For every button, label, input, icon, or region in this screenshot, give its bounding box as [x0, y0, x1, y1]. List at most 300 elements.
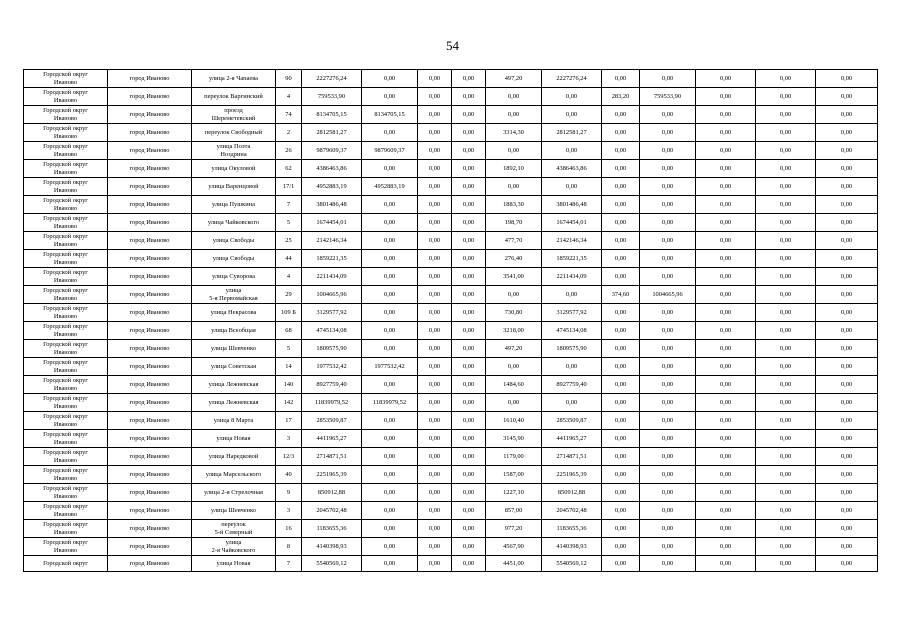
cell-cost-col-7: 0,00 [756, 178, 816, 196]
cell-cost-col-7: 0,00 [756, 448, 816, 466]
cell-cost-col-4: 2045702,48 [542, 502, 602, 520]
cell-settlement: город Иваново [108, 430, 192, 448]
cell-settlement: город Иваново [108, 448, 192, 466]
cell-total-cost: 8134705,15 [302, 106, 362, 124]
cell-cost-col-8: 0,00 [816, 196, 878, 214]
cell-cost-col-4: 8927759,40 [542, 376, 602, 394]
cell-cost-col-4: 0,00 [542, 358, 602, 376]
cell-settlement: город Иваново [108, 538, 192, 556]
cell-cost-col-4: 3129577,92 [542, 304, 602, 322]
cell-area-2: 0,00 [602, 250, 640, 268]
cell-cost-col-7: 0,00 [756, 160, 816, 178]
cell-house-number: 2 [276, 124, 302, 142]
cell-cost-col-7: 0,00 [756, 214, 816, 232]
cell-house-number: 44 [276, 250, 302, 268]
cell-house-number: 25 [276, 232, 302, 250]
cell-settlement: город Иваново [108, 88, 192, 106]
cell-area: 3314,30 [486, 124, 542, 142]
cell-cost-col-4: 0,00 [542, 106, 602, 124]
cell-cost-col-3: 0,00 [452, 412, 486, 430]
cell-area-2: 0,00 [602, 214, 640, 232]
cell-municipality: Городской округ Иваново [24, 106, 108, 124]
cell-cost-col-3: 0,00 [452, 448, 486, 466]
cell-area: 0,00 [486, 394, 542, 412]
cell-municipality: Городской округ Иваново [24, 70, 108, 88]
cell-area: 4451,00 [486, 556, 542, 572]
cell-cost-col-7: 0,00 [756, 88, 816, 106]
cell-street: переулок Варгинский [192, 88, 276, 106]
cell-cost-col-3: 0,00 [452, 196, 486, 214]
cell-cost-col-8: 0,00 [816, 502, 878, 520]
cell-settlement: город Иваново [108, 214, 192, 232]
cell-cost-col-4: 4745134,08 [542, 322, 602, 340]
cell-cost-col-3: 0,00 [452, 466, 486, 484]
table-row [24, 124, 878, 142]
cell-street: улица Окуловой [192, 160, 276, 178]
cell-settlement: город Иваново [108, 502, 192, 520]
table-row [24, 106, 878, 124]
cell-cost-col-8: 0,00 [816, 106, 878, 124]
cell-cost-col-1: 11839979,52 [362, 394, 418, 412]
cell-total-cost: 850912,88 [302, 484, 362, 502]
cell-area: 1892,10 [486, 160, 542, 178]
cell-cost-col-7: 0,00 [756, 124, 816, 142]
cell-cost-col-3: 0,00 [452, 142, 486, 160]
cell-settlement: город Иваново [108, 412, 192, 430]
cell-cost-col-6: 0,00 [696, 538, 756, 556]
cell-cost-col-7: 0,00 [756, 70, 816, 88]
cell-cost-col-6: 0,00 [696, 466, 756, 484]
cell-area-2: 0,00 [602, 340, 640, 358]
cell-cost-col-8: 0,00 [816, 286, 878, 304]
cell-area: 477,70 [486, 232, 542, 250]
cell-municipality: Городской округ Иваново [24, 394, 108, 412]
cell-cost-col-7: 0,00 [756, 268, 816, 286]
cell-house-number: 3 [276, 430, 302, 448]
cell-area: 0,00 [486, 286, 542, 304]
cell-street: улица Варенцовой [192, 178, 276, 196]
cell-street: улица Чайковского [192, 214, 276, 232]
cell-area: 0,00 [486, 358, 542, 376]
cell-settlement: город Иваново [108, 70, 192, 88]
cell-cost-col-5: 0,00 [640, 502, 696, 520]
cell-street: улица Свободы [192, 232, 276, 250]
cell-cost-col-8: 0,00 [816, 124, 878, 142]
cell-cost-col-5: 0,00 [640, 430, 696, 448]
cell-cost-col-2: 0,00 [418, 520, 452, 538]
cell-total-cost: 2251965,39 [302, 466, 362, 484]
cell-settlement: город Иваново [108, 106, 192, 124]
cell-municipality: Городской округ Иваново [24, 304, 108, 322]
cell-area-2: 0,00 [602, 124, 640, 142]
cell-total-cost: 2812581,27 [302, 124, 362, 142]
cell-cost-col-7: 0,00 [756, 106, 816, 124]
cell-cost-col-3: 0,00 [452, 268, 486, 286]
table-row [24, 358, 878, 376]
cell-municipality: Городской округ Иваново [24, 430, 108, 448]
cell-area: 1179,00 [486, 448, 542, 466]
cell-area: 497,20 [486, 340, 542, 358]
cell-house-number: 90 [276, 70, 302, 88]
cell-street: улица Суворова [192, 268, 276, 286]
table-row [24, 196, 878, 214]
cell-cost-col-5: 0,00 [640, 358, 696, 376]
cell-cost-col-7: 0,00 [756, 358, 816, 376]
cell-total-cost: 2853509,87 [302, 412, 362, 430]
cell-street: улица Свободы [192, 250, 276, 268]
table-row [24, 484, 878, 502]
cell-cost-col-5: 0,00 [640, 214, 696, 232]
cell-cost-col-2: 0,00 [418, 430, 452, 448]
cell-cost-col-4: 0,00 [542, 286, 602, 304]
cell-cost-col-6: 0,00 [696, 340, 756, 358]
table-row [24, 232, 878, 250]
cell-cost-col-8: 0,00 [816, 412, 878, 430]
cell-street: улица Пушкина [192, 196, 276, 214]
cell-total-cost: 5540569,12 [302, 556, 362, 572]
cell-cost-col-2: 0,00 [418, 322, 452, 340]
cell-house-number: 16 [276, 520, 302, 538]
cell-cost-col-1: 0,00 [362, 124, 418, 142]
cell-house-number: 3 [276, 502, 302, 520]
table-row [24, 268, 878, 286]
cell-area: 3145,90 [486, 430, 542, 448]
cell-house-number: 29 [276, 286, 302, 304]
cell-area-2: 0,00 [602, 106, 640, 124]
cell-cost-col-7: 0,00 [756, 466, 816, 484]
cell-house-number: 5 [276, 214, 302, 232]
cell-total-cost: 4411965,27 [302, 430, 362, 448]
cell-cost-col-1: 0,00 [362, 502, 418, 520]
cell-area-2: 0,00 [602, 412, 640, 430]
cell-cost-col-4: 0,00 [542, 142, 602, 160]
cell-total-cost: 9879609,37 [302, 142, 362, 160]
cell-municipality: Городской округ Иваново [24, 178, 108, 196]
cell-area-2: 0,00 [602, 358, 640, 376]
cell-total-cost: 1859221,35 [302, 250, 362, 268]
table-row [24, 322, 878, 340]
cell-settlement: город Иваново [108, 142, 192, 160]
cell-cost-col-2: 0,00 [418, 214, 452, 232]
cell-cost-col-1: 0,00 [362, 88, 418, 106]
cell-street: проезд Шереметевский [192, 106, 276, 124]
cell-cost-col-3: 0,00 [452, 250, 486, 268]
cell-municipality: Городской округ Иваново [24, 502, 108, 520]
cell-cost-col-1: 1977532,42 [362, 358, 418, 376]
cell-cost-col-1: 0,00 [362, 286, 418, 304]
table-row [24, 538, 878, 556]
cell-cost-col-8: 0,00 [816, 268, 878, 286]
cell-house-number: 12/3 [276, 448, 302, 466]
cell-cost-col-5: 0,00 [640, 250, 696, 268]
cell-cost-col-8: 0,00 [816, 448, 878, 466]
cell-cost-col-5: 0,00 [640, 196, 696, 214]
cell-settlement: город Иваново [108, 484, 192, 502]
cell-cost-col-3: 0,00 [452, 88, 486, 106]
cell-cost-col-1: 0,00 [362, 250, 418, 268]
cell-municipality: Городской округ Иваново [24, 250, 108, 268]
cell-cost-col-7: 0,00 [756, 556, 816, 572]
cell-cost-col-4: 2853509,87 [542, 412, 602, 430]
cell-cost-col-8: 0,00 [816, 556, 878, 572]
cell-cost-col-7: 0,00 [756, 394, 816, 412]
cell-cost-col-8: 0,00 [816, 520, 878, 538]
cell-cost-col-2: 0,00 [418, 142, 452, 160]
cell-cost-col-4: 1809575,90 [542, 340, 602, 358]
cell-cost-col-5: 0,00 [640, 232, 696, 250]
cell-cost-col-2: 0,00 [418, 484, 452, 502]
cell-cost-col-6: 0,00 [696, 160, 756, 178]
cell-street: улица Наредковой [192, 448, 276, 466]
cell-cost-col-3: 0,00 [452, 322, 486, 340]
cell-area-2: 0,00 [602, 556, 640, 572]
cell-cost-col-3: 0,00 [452, 484, 486, 502]
cell-cost-col-8: 0,00 [816, 484, 878, 502]
cell-cost-col-7: 0,00 [756, 484, 816, 502]
cell-area-2: 0,00 [602, 538, 640, 556]
table-row [24, 556, 878, 572]
cell-area-2: 0,00 [602, 196, 640, 214]
cell-cost-col-6: 0,00 [696, 556, 756, 572]
cell-municipality: Городской округ Иваново [24, 124, 108, 142]
cell-cost-col-3: 0,00 [452, 214, 486, 232]
cell-street: улица 5-я Первомайская [192, 286, 276, 304]
cell-cost-col-8: 0,00 [816, 304, 878, 322]
cell-cost-col-4: 2227276,24 [542, 70, 602, 88]
data-table [23, 69, 878, 572]
cell-cost-col-3: 0,00 [452, 160, 486, 178]
table-row [24, 394, 878, 412]
cell-house-number: 68 [276, 322, 302, 340]
cell-cost-col-3: 0,00 [452, 394, 486, 412]
cell-municipality: Городской округ Иваново [24, 268, 108, 286]
cell-cost-col-5: 0,00 [640, 106, 696, 124]
cell-area: 198,70 [486, 214, 542, 232]
cell-cost-col-5: 0,00 [640, 448, 696, 466]
cell-municipality: Городской округ [24, 556, 108, 572]
table-row [24, 214, 878, 232]
cell-area: 276,40 [486, 250, 542, 268]
cell-cost-col-2: 0,00 [418, 232, 452, 250]
cell-area-2: 0,00 [602, 160, 640, 178]
cell-cost-col-6: 0,00 [696, 268, 756, 286]
cell-cost-col-6: 0,00 [696, 376, 756, 394]
cell-area: 977,20 [486, 520, 542, 538]
cell-house-number: 7 [276, 556, 302, 572]
cell-cost-col-7: 0,00 [756, 142, 816, 160]
cell-cost-col-3: 0,00 [452, 124, 486, 142]
cell-cost-col-1: 0,00 [362, 466, 418, 484]
cell-cost-col-1: 0,00 [362, 430, 418, 448]
cell-cost-col-3: 0,00 [452, 106, 486, 124]
cell-settlement: город Иваново [108, 358, 192, 376]
cell-cost-col-4: 5540569,12 [542, 556, 602, 572]
cell-cost-col-6: 0,00 [696, 250, 756, 268]
cell-cost-col-3: 0,00 [452, 232, 486, 250]
cell-area: 1610,40 [486, 412, 542, 430]
cell-area: 1883,30 [486, 196, 542, 214]
cell-cost-col-3: 0,00 [452, 520, 486, 538]
cell-cost-col-8: 0,00 [816, 178, 878, 196]
cell-municipality: Городской округ Иваново [24, 88, 108, 106]
cell-settlement: город Иваново [108, 124, 192, 142]
cell-street: улица Всеобщая [192, 322, 276, 340]
cell-total-cost: 8927759,40 [302, 376, 362, 394]
cell-cost-col-1: 0,00 [362, 232, 418, 250]
cell-cost-col-2: 0,00 [418, 340, 452, 358]
cell-house-number: 17/1 [276, 178, 302, 196]
cell-area: 1227,10 [486, 484, 542, 502]
table-row [24, 70, 878, 88]
cell-cost-col-2: 0,00 [418, 304, 452, 322]
cell-cost-col-4: 850912,88 [542, 484, 602, 502]
table-row [24, 160, 878, 178]
cell-total-cost: 2714871,51 [302, 448, 362, 466]
cell-area: 857,00 [486, 502, 542, 520]
cell-total-cost: 4140398,93 [302, 538, 362, 556]
cell-street: улица Новая [192, 430, 276, 448]
cell-total-cost: 2227276,24 [302, 70, 362, 88]
cell-cost-col-2: 0,00 [418, 394, 452, 412]
cell-total-cost: 3801486,48 [302, 196, 362, 214]
cell-cost-col-6: 0,00 [696, 88, 756, 106]
cell-area-2: 283,20 [602, 88, 640, 106]
cell-cost-col-2: 0,00 [418, 70, 452, 88]
cell-municipality: Городской округ Иваново [24, 376, 108, 394]
cell-cost-col-7: 0,00 [756, 502, 816, 520]
cell-area-2: 0,00 [602, 466, 640, 484]
cell-area: 0,00 [486, 106, 542, 124]
cell-municipality: Городской округ Иваново [24, 466, 108, 484]
cell-cost-col-8: 0,00 [816, 250, 878, 268]
cell-house-number: 8 [276, 538, 302, 556]
table-row [24, 142, 878, 160]
table-row [24, 466, 878, 484]
cell-cost-col-3: 0,00 [452, 286, 486, 304]
cell-cost-col-1: 0,00 [362, 160, 418, 178]
cell-cost-col-7: 0,00 [756, 412, 816, 430]
cell-area: 1587,00 [486, 466, 542, 484]
cell-cost-col-4: 2142146,34 [542, 232, 602, 250]
cell-cost-col-8: 0,00 [816, 340, 878, 358]
cell-cost-col-1: 4952883,19 [362, 178, 418, 196]
cell-cost-col-3: 0,00 [452, 538, 486, 556]
cell-cost-col-3: 0,00 [452, 430, 486, 448]
cell-cost-col-2: 0,00 [418, 196, 452, 214]
cell-cost-col-5: 0,00 [640, 394, 696, 412]
cell-cost-col-8: 0,00 [816, 322, 878, 340]
cell-cost-col-1: 0,00 [362, 304, 418, 322]
cell-cost-col-3: 0,00 [452, 502, 486, 520]
cell-cost-col-2: 0,00 [418, 412, 452, 430]
cell-cost-col-6: 0,00 [696, 502, 756, 520]
cell-house-number: 40 [276, 466, 302, 484]
cell-cost-col-5: 0,00 [640, 484, 696, 502]
cell-total-cost: 2045702,48 [302, 502, 362, 520]
cell-area-2: 0,00 [602, 268, 640, 286]
table-row [24, 502, 878, 520]
cell-street: улица Новая [192, 556, 276, 572]
table-row [24, 340, 878, 358]
cell-street: улица Некрасова [192, 304, 276, 322]
cell-cost-col-6: 0,00 [696, 232, 756, 250]
cell-municipality: Городской округ Иваново [24, 142, 108, 160]
cell-cost-col-4: 2812581,27 [542, 124, 602, 142]
cell-area: 0,00 [486, 88, 542, 106]
cell-total-cost: 2142146,34 [302, 232, 362, 250]
cell-house-number: 4 [276, 268, 302, 286]
cell-cost-col-8: 0,00 [816, 466, 878, 484]
cell-cost-col-8: 0,00 [816, 358, 878, 376]
cell-cost-col-1: 0,00 [362, 70, 418, 88]
cell-municipality: Городской округ Иваново [24, 196, 108, 214]
cell-total-cost: 2211434,09 [302, 268, 362, 286]
cell-cost-col-7: 0,00 [756, 322, 816, 340]
cell-cost-col-6: 0,00 [696, 304, 756, 322]
cell-area-2: 0,00 [602, 520, 640, 538]
cell-cost-col-6: 0,00 [696, 124, 756, 142]
cell-cost-col-2: 0,00 [418, 160, 452, 178]
cell-area: 0,00 [486, 142, 542, 160]
cell-area-2: 0,00 [602, 322, 640, 340]
cell-cost-col-6: 0,00 [696, 448, 756, 466]
cell-cost-col-6: 0,00 [696, 178, 756, 196]
cell-cost-col-2: 0,00 [418, 250, 452, 268]
cell-street: улица 8 Марта [192, 412, 276, 430]
table-row [24, 448, 878, 466]
cell-area-2: 0,00 [602, 232, 640, 250]
cell-cost-col-7: 0,00 [756, 340, 816, 358]
cell-settlement: город Иваново [108, 556, 192, 572]
cell-cost-col-4: 1183655,36 [542, 520, 602, 538]
cell-municipality: Городской округ Иваново [24, 232, 108, 250]
cell-total-cost: 4745134,08 [302, 322, 362, 340]
cell-cost-col-5: 0,00 [640, 376, 696, 394]
cell-area: 730,80 [486, 304, 542, 322]
cell-cost-col-4: 4386463,86 [542, 160, 602, 178]
cell-cost-col-7: 0,00 [756, 376, 816, 394]
cell-area: 497,20 [486, 70, 542, 88]
cell-cost-col-7: 0,00 [756, 520, 816, 538]
cell-area-2: 0,00 [602, 430, 640, 448]
cell-cost-col-5: 0,00 [640, 556, 696, 572]
cell-cost-col-1: 0,00 [362, 412, 418, 430]
cell-cost-col-2: 0,00 [418, 286, 452, 304]
cell-cost-col-5: 759533,90 [640, 88, 696, 106]
table-row [24, 376, 878, 394]
cell-cost-col-7: 0,00 [756, 538, 816, 556]
cell-cost-col-8: 0,00 [816, 214, 878, 232]
cell-street: улица Лежневская [192, 376, 276, 394]
cell-total-cost: 1674454,01 [302, 214, 362, 232]
cell-settlement: город Иваново [108, 196, 192, 214]
cell-area-2: 374,60 [602, 286, 640, 304]
cell-cost-col-1: 0,00 [362, 484, 418, 502]
cell-cost-col-6: 0,00 [696, 322, 756, 340]
cell-street: улица Лежневская [192, 394, 276, 412]
cell-municipality: Городской округ Иваново [24, 448, 108, 466]
cell-municipality: Городской округ Иваново [24, 286, 108, 304]
cell-area: 4567,90 [486, 538, 542, 556]
cell-cost-col-1: 0,00 [362, 268, 418, 286]
cell-total-cost: 3129577,92 [302, 304, 362, 322]
cell-cost-col-3: 0,00 [452, 556, 486, 572]
cell-cost-col-8: 0,00 [816, 394, 878, 412]
cell-cost-col-1: 0,00 [362, 520, 418, 538]
cell-area: 3218,00 [486, 322, 542, 340]
cell-area-2: 0,00 [602, 502, 640, 520]
cell-street: улица Марсельского [192, 466, 276, 484]
